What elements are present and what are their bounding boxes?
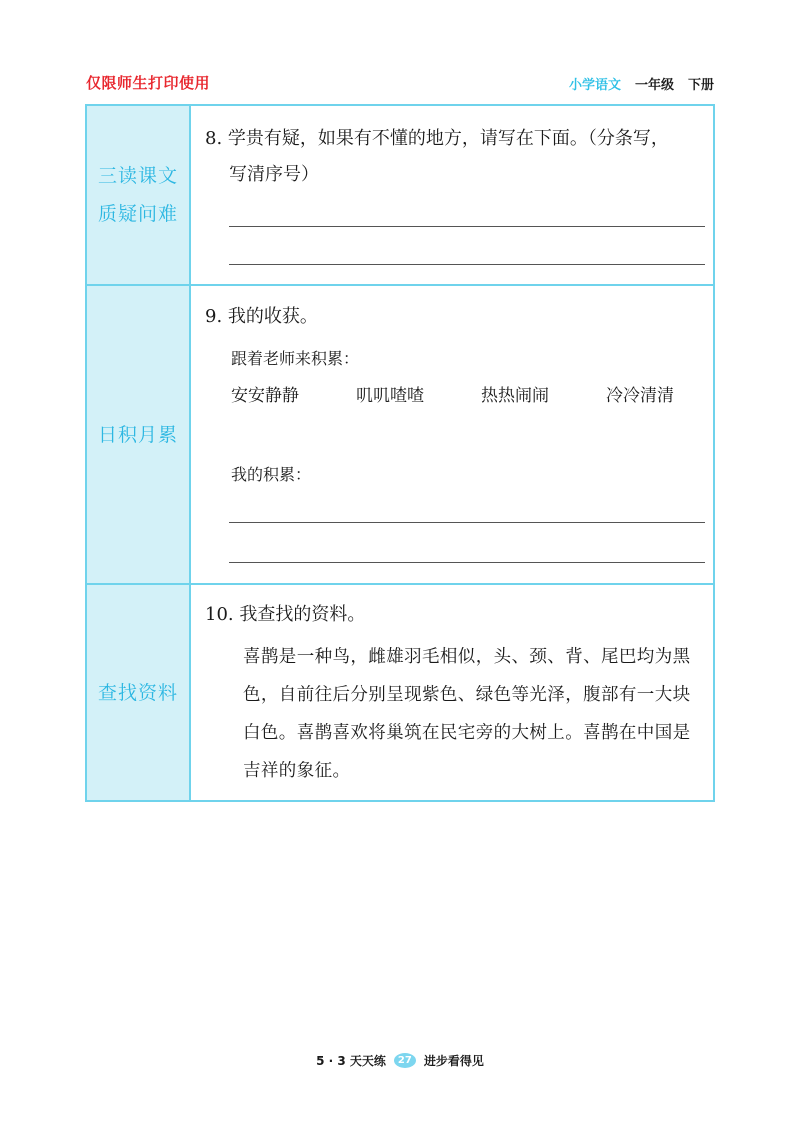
section-content <box>193 585 713 800</box>
brand-text: 5 · 3 天天练 <box>316 1054 386 1068</box>
word-item: 热热闹闹 <box>481 386 549 406</box>
section-label-line: 日积月累 <box>97 423 178 446</box>
question-text: 9. 我的收获。 <box>205 306 318 327</box>
section-label-line: 查找资料 <box>97 681 178 704</box>
answer-line[interactable] <box>229 562 705 563</box>
question-text-cont: 写清序号） <box>229 164 319 185</box>
section-question <box>87 106 713 286</box>
answer-line[interactable] <box>229 226 705 227</box>
section-research <box>87 585 713 800</box>
section-label <box>87 106 191 284</box>
section-label <box>87 585 191 800</box>
page-footer <box>0 1052 800 1069</box>
prompt-text: 我的积累： <box>231 465 312 484</box>
watermark-text: 仅限师生打印使用 <box>86 74 211 92</box>
section-label <box>87 286 191 583</box>
word-item: 安安静静 <box>231 386 299 406</box>
question-text: 8. 学贵有疑，如果有不懂的地方，请写在下面。（分条写， <box>205 128 669 149</box>
prompt-text: 跟着老师来积累： <box>231 349 360 368</box>
section-accumulate <box>87 286 713 585</box>
grade-label: 一年级 <box>634 78 674 93</box>
section-label-line: 质疑问难 <box>97 203 178 225</box>
word-list <box>231 381 731 406</box>
word-item: 冷冷清清 <box>606 386 674 406</box>
page-number: 27 <box>394 1053 416 1068</box>
question-text: 10. 我查找的资料。 <box>205 604 366 625</box>
section-label-line: 三读课文 <box>97 165 178 187</box>
slogan-text: 进步看得见 <box>423 1054 484 1068</box>
exercise-table <box>85 104 715 802</box>
word-item: 叽叽喳喳 <box>356 386 424 406</box>
volume-label: 下册 <box>687 78 714 93</box>
page-header <box>569 74 714 93</box>
info-paragraph: 喜鹊是一种鸟，雌雄羽毛相似，头、颈、背、尾巴均为黑色，自前往后分别呈现紫色、绿色等光泽，腹部有一大块白色。喜鹊喜欢将巢筑在民宅旁的大树上。喜鹊在中国是吉祥的象征。 <box>243 647 691 781</box>
subject-label: 小学语文 <box>568 78 621 93</box>
answer-line[interactable] <box>229 264 705 265</box>
section-content <box>193 106 713 284</box>
answer-line[interactable] <box>229 522 705 523</box>
section-content <box>193 286 713 583</box>
